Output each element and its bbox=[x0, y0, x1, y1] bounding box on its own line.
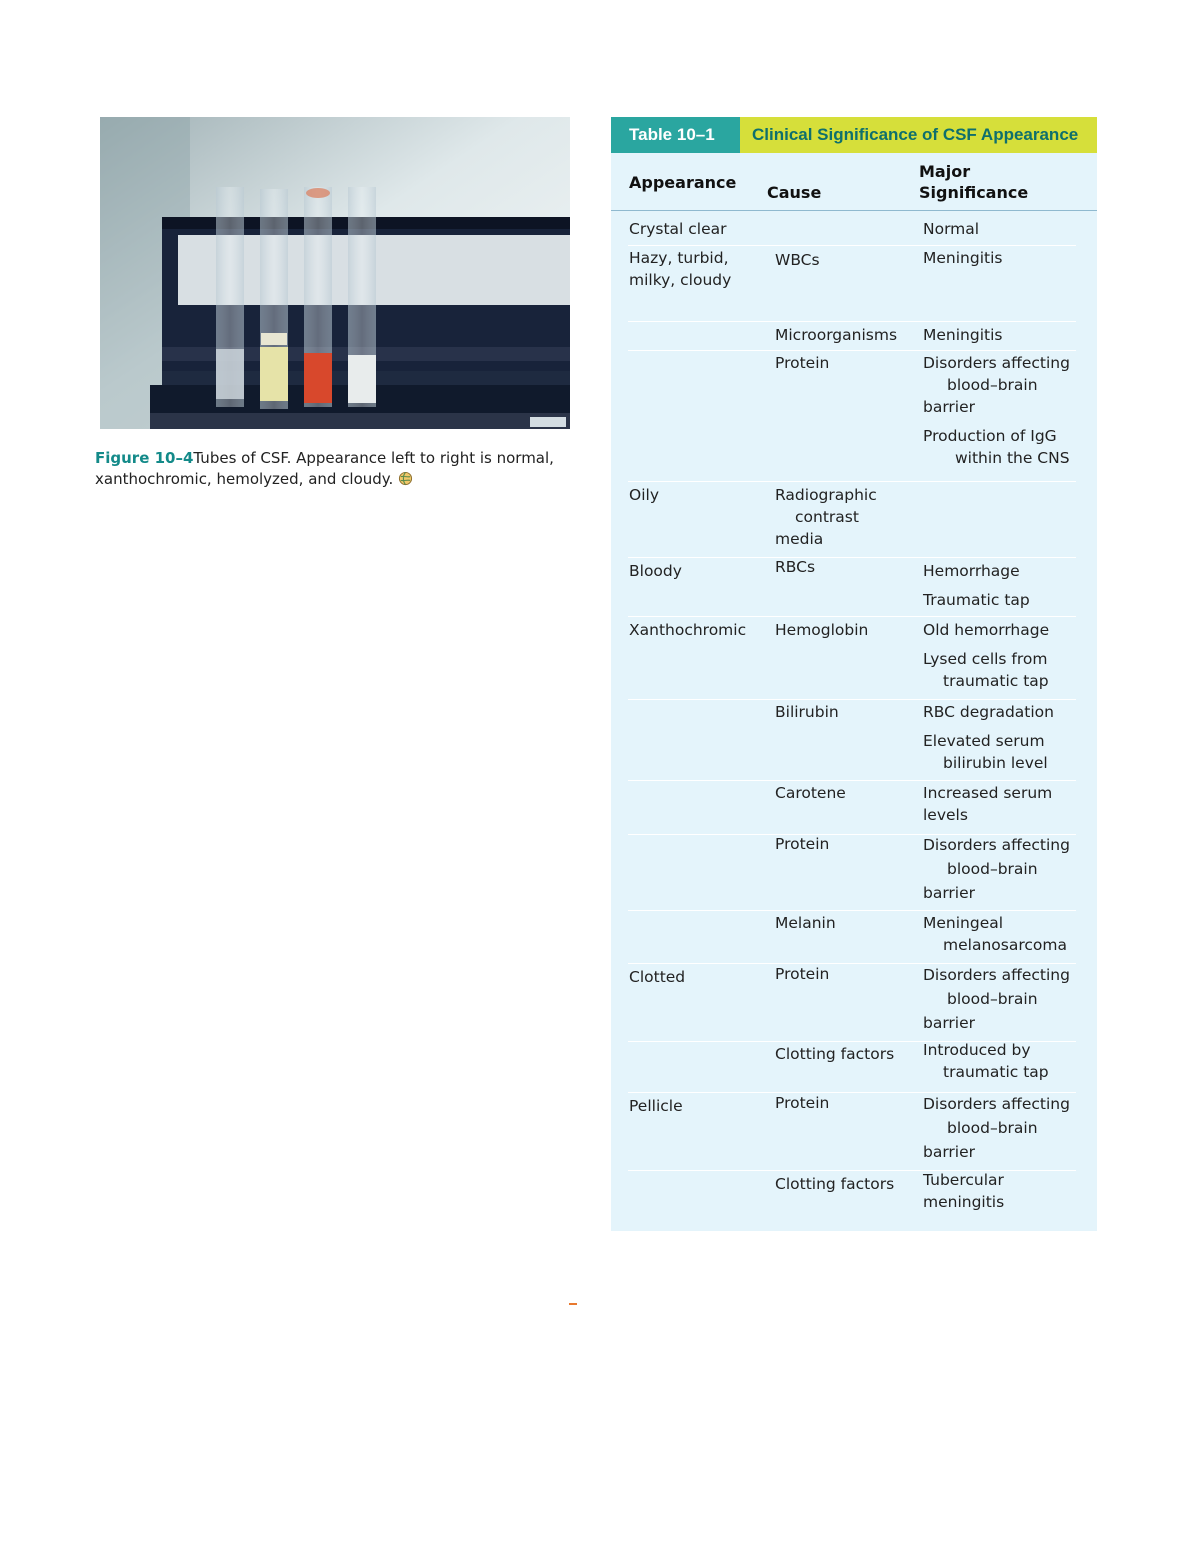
cell-significance bbox=[923, 352, 1087, 476]
significance-line: traumatic tap bbox=[943, 1063, 1049, 1081]
significance-line: Disorders affecting bbox=[923, 836, 1070, 854]
cell-cause: Bilirubin bbox=[775, 703, 839, 721]
column-header-appearance: Appearance bbox=[629, 173, 737, 192]
significance-line: Elevated serum bbox=[923, 732, 1045, 750]
significance-entry bbox=[923, 648, 1087, 692]
cell-significance bbox=[923, 701, 1087, 781]
cell-cause: Carotene bbox=[775, 784, 846, 802]
cell-cause: Hemoglobin bbox=[775, 621, 869, 639]
significance-line: Meningeal bbox=[923, 914, 1004, 932]
cell-cause: Clotting factors bbox=[775, 1175, 895, 1193]
cell-appearance: Oily bbox=[629, 486, 659, 504]
cell-significance: Meningitis bbox=[923, 326, 1003, 344]
page-footer-mark bbox=[569, 1303, 577, 1305]
row-divider bbox=[628, 616, 1076, 617]
cell-cause: Protein bbox=[775, 354, 830, 372]
cell-significance bbox=[923, 833, 1087, 905]
row-divider bbox=[628, 350, 1076, 351]
cell-cause: Protein bbox=[775, 1094, 830, 1112]
significance-line: Disorders affecting bbox=[923, 1095, 1070, 1113]
row-divider bbox=[628, 699, 1076, 700]
significance-line: blood–brain bbox=[947, 860, 1038, 878]
cause-line: Radiographic bbox=[775, 486, 877, 504]
significance-entry bbox=[923, 352, 1087, 418]
significance-line: Lysed cells from bbox=[923, 650, 1048, 668]
cell-significance bbox=[923, 1039, 1087, 1083]
figure-caption bbox=[95, 448, 565, 490]
tube-cloudy bbox=[348, 187, 376, 407]
significance-entry bbox=[923, 425, 1087, 469]
significance-entry: RBC degradation bbox=[923, 703, 1054, 721]
header-rule bbox=[611, 210, 1097, 211]
cell-cause: Protein bbox=[775, 965, 830, 983]
cell-significance: Increased serum levels bbox=[923, 784, 1053, 824]
figure-label: Figure 10–4 bbox=[95, 449, 194, 467]
significance-line: melanosarcoma bbox=[943, 936, 1067, 954]
significance-line: Introduced by bbox=[923, 1041, 1031, 1059]
significance-line: barrier bbox=[923, 884, 976, 902]
cell-significance bbox=[923, 1092, 1087, 1164]
cell-significance bbox=[923, 560, 1087, 618]
cell-appearance: Xanthochromic bbox=[629, 621, 747, 639]
column-header-cause: Cause bbox=[767, 183, 822, 202]
cell-significance: Normal bbox=[923, 220, 980, 238]
csf-tubes-photo bbox=[100, 117, 570, 429]
table-header bbox=[611, 117, 1097, 153]
significance-line: blood–brain bbox=[947, 1119, 1038, 1137]
cell-cause: WBCs bbox=[775, 251, 820, 269]
cell-significance bbox=[923, 963, 1087, 1035]
row-divider bbox=[628, 481, 1076, 482]
significance-line: Production of IgG bbox=[923, 427, 1057, 445]
cell-appearance: Crystal clear bbox=[629, 220, 727, 238]
significance-line: within the CNS bbox=[955, 449, 1070, 467]
cell-cause: Melanin bbox=[775, 914, 836, 932]
cause-line: contrast bbox=[795, 508, 859, 526]
row-divider bbox=[628, 245, 1076, 246]
significance-line: Disorders affecting bbox=[923, 354, 1070, 372]
row-divider bbox=[628, 321, 1076, 322]
cell-appearance: Clotted bbox=[629, 968, 686, 986]
significance-line: barrier bbox=[923, 1014, 976, 1032]
cell-cause: RBCs bbox=[775, 558, 816, 576]
cell-appearance: Bloody bbox=[629, 562, 682, 580]
significance-line: blood–brain bbox=[947, 376, 1038, 394]
significance-line: barrier bbox=[923, 398, 976, 416]
cell-significance bbox=[923, 912, 1087, 956]
cell-cause: Microorganisms bbox=[775, 326, 898, 344]
significance-line: traumatic tap bbox=[943, 672, 1049, 690]
row-divider bbox=[628, 780, 1076, 781]
figure-caption-text: Tubes of CSF. Appearance left to right is normal, xanthochromic, hemolyzed, and cloudy. bbox=[95, 449, 554, 488]
globe-icon bbox=[398, 471, 413, 486]
column-header-significance bbox=[919, 161, 1028, 203]
cell-cause: Protein bbox=[775, 835, 830, 853]
table-number: Table 10–1 bbox=[611, 117, 740, 153]
cell-significance bbox=[923, 619, 1087, 699]
column-header-significance-line2: Significance bbox=[919, 183, 1029, 202]
significance-line: Disorders affecting bbox=[923, 966, 1070, 984]
significance-line: bilirubin level bbox=[943, 754, 1048, 772]
tube-hemolyzed bbox=[304, 187, 332, 407]
tube-xanthochromic bbox=[260, 189, 288, 409]
figure-photo bbox=[100, 117, 570, 429]
cell-significance: Meningitis bbox=[923, 249, 1003, 267]
column-header-significance-line1: Major bbox=[919, 162, 971, 181]
significance-line: barrier bbox=[923, 1143, 976, 1161]
cell-appearance: Hazy, turbid, milky, cloudy bbox=[629, 249, 732, 289]
tube-normal bbox=[216, 187, 244, 407]
cause-line: media bbox=[775, 530, 824, 548]
cell-significance: Tubercular meningitis bbox=[923, 1171, 1005, 1211]
cell-cause: Clotting factors bbox=[775, 1045, 895, 1063]
csf-appearance-table bbox=[611, 117, 1097, 1231]
significance-entry: Hemorrhage bbox=[923, 562, 1020, 580]
cell-cause bbox=[775, 484, 915, 550]
significance-entry: Old hemorrhage bbox=[923, 621, 1050, 639]
significance-entry: Traumatic tap bbox=[923, 591, 1030, 609]
significance-line: blood–brain bbox=[947, 990, 1038, 1008]
significance-entry bbox=[923, 730, 1087, 774]
cell-appearance: Pellicle bbox=[629, 1097, 683, 1115]
table-title: Clinical Significance of CSF Appearance bbox=[740, 117, 1097, 153]
row-divider bbox=[628, 910, 1076, 911]
